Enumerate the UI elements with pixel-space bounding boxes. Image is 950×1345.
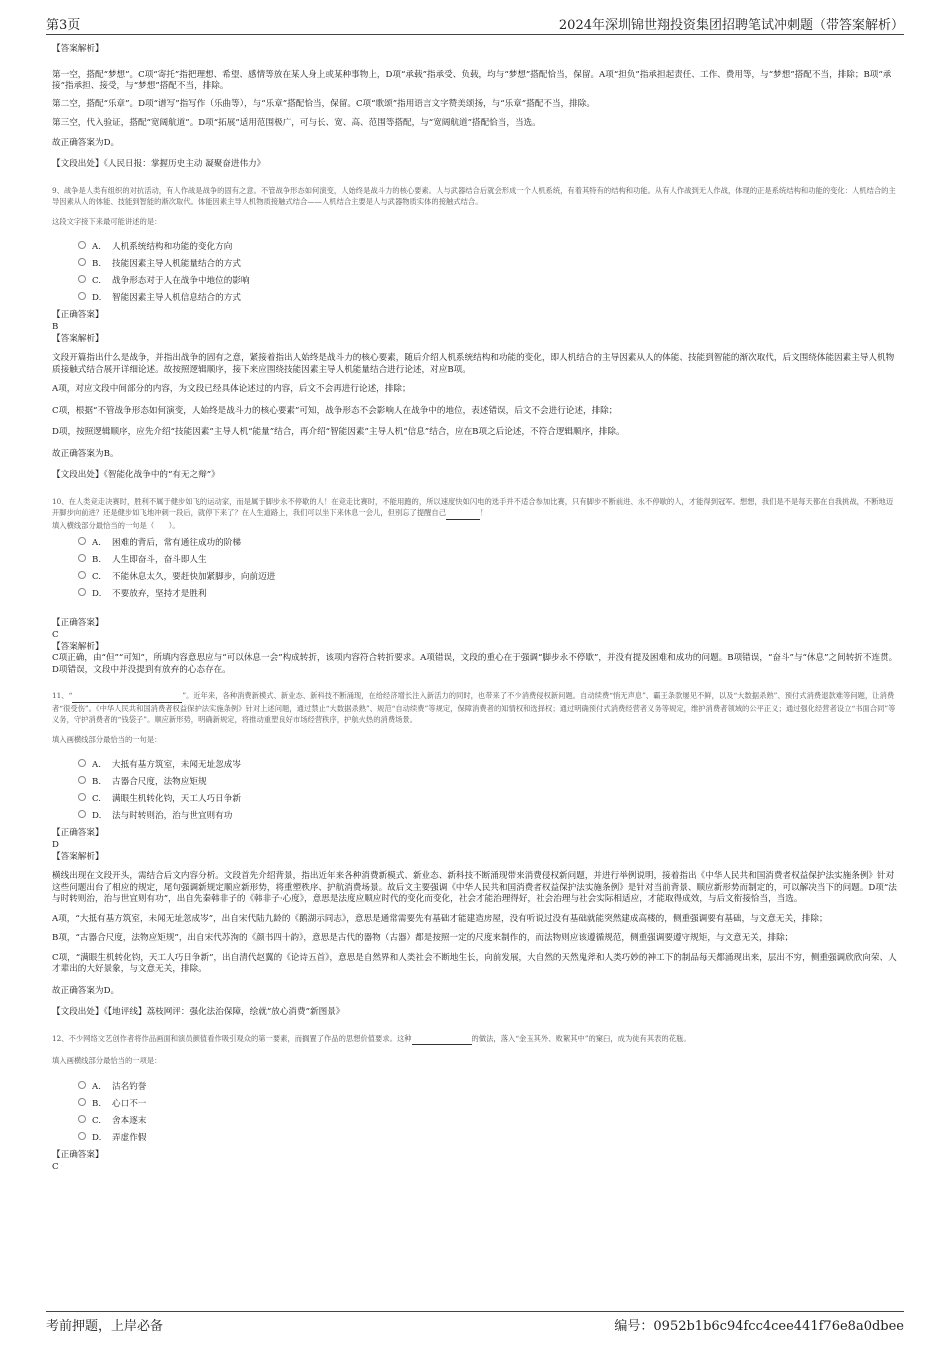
analysis-paragraph: 横线出现在文段开头，需结合后文内容分析。文段首先介绍背景，指出近年来各种消费新模式、新业态、新科技不断涌现带来消费侵权新问题，并进行举例说明，接着指出《中华人民共和国消费者权益保护法实施条例》针对这些问题出台了相应的规定，尾句强调新规定顺应新形势，将重塑秩序、护航消费场景。故后文主要强调《中华人民共和国消费者权益保护法实施条例》是针对当前背景、顺应新形势而制定的，可以解决当下的问题。D项“法与时转则治，治与世宜则有功”，出自先秦韩非子的《韩非子·心度》，意思是法度应顺应时代的变化而变化，社会才能治理得好，社会治理与社会实际相适应，才能取得成效，与后文衔接恰当，当选。 xyxy=(52,871,897,904)
page-footer xyxy=(46,1311,904,1334)
analysis-conclusion: 故正确答案为D。 xyxy=(52,137,120,148)
option-c[interactable]: C. 不能休息太久，要赶快加紧脚步，向前迈进 xyxy=(78,569,898,586)
radio-icon[interactable] xyxy=(78,759,86,767)
analysis-conclusion: 故正确答案为B。 xyxy=(52,448,119,459)
question-stem: 9、战争是人类有组织的对抗活动，有人作战是战争的固有之意。不管战争形态如何演变，人始终是战斗力的核心要素。人与武器结合后就会形成一个人机系统，有着其特有的结构和功能。从有人作战到无人作战，体现的正是系统结构和功能的变化：人机结合的主导因素从人的体能、技能到智能的渐次取代。体能因素主导人机物质接触式结合——人机结合主要是人与武器物质实体的接触式结合。 xyxy=(52,185,896,206)
analysis-paragraph: 第一空，搭配“梦想”。C项“寄托”指把理想、希望、感情等放在某人身上或某种事物上，D项“承载”指承受、负载，均与“梦想”搭配恰当，保留。A项“担负”指承担起责任、工作、费用等，与“梦想”搭配不当，排除；B项“承接”指承担、接受，与“梦想”搭配不当，排除。 xyxy=(52,69,892,91)
option-a[interactable]: A. 大抵有基方筑室，未闻无址忽成岑 xyxy=(78,757,898,774)
fill-blank xyxy=(446,507,480,520)
source-citation: 【文段出处】《智能化战争中的“有无之辩”》 xyxy=(52,470,220,480)
option-b[interactable]: B. 古器合尺度，法物应矩规 xyxy=(78,774,898,791)
option-c[interactable]: C. 满眼生机转化钧，天工人巧日争新 xyxy=(78,791,898,808)
analysis-paragraph: B项，“古器合尺度，法物应矩规”，出自宋代苏洵的《颜书四十韵》，意思是古代的器物（古器）都是按照一定的尺度来制作的，而法物则应该遵循规范，侧重强调要遵守规矩，与文意无关，排除； xyxy=(52,933,794,943)
option-b[interactable]: B. 技能因素主导人机能量结合的方式 xyxy=(78,256,898,273)
radio-icon[interactable] xyxy=(78,275,86,283)
analysis-paragraph: A项，“大抵有基方筑室，未闻无址忽成岑”，出自宋代陆九龄的《鹅湖示同志》，意思是通常需要先有基础才能建造房屋，没有听说过没有基础就能突然建成高楼的，侧重强调要有基础，与文意无关，排除； xyxy=(52,913,828,924)
answer-label: 【正确答案】 xyxy=(52,828,104,838)
option-a[interactable]: A. 沽名钓誉 xyxy=(78,1079,898,1096)
radio-icon[interactable] xyxy=(78,1098,86,1106)
answer-label: 【正确答案】 xyxy=(52,310,104,320)
answer-label: 【正确答案】 xyxy=(52,1149,104,1160)
radio-icon[interactable] xyxy=(78,537,86,545)
radio-icon[interactable] xyxy=(78,810,86,818)
option-c[interactable]: C. 战争形态对于人在战争中地位的影响 xyxy=(78,273,898,290)
analysis-paragraph: 第二空，搭配“乐章”。D项“谱写”指写作（乐曲等），与“乐章”搭配恰当，保留。C项“歌颂”指用语言文字赞美颂扬，与“乐章”搭配不当，排除。 xyxy=(52,98,595,109)
options-list xyxy=(78,535,898,603)
page-number: 第3页 xyxy=(46,18,81,33)
option-d[interactable]: D. 弄虚作假 xyxy=(78,1130,898,1147)
analysis-paragraph: C项正确，由“但”“可知”，所填内容意思应与“可以休息一会”构成转折，该项内容符合转折要求。A项错误，文段的重心在于强调“脚步永不停歇”，并没有提及困难和成功的问题。B项错误，“奋斗”与“休息”之间转折不连贯。D项错误，文段中并没提到有放弃的心态存在。 xyxy=(52,653,898,675)
analysis-paragraph: C项，“满眼生机转化钧，天工人巧日争新”，出自清代赵翼的《论诗五首》，意思是自然界和人类社会不断地生长，向前发展，大自然的天然鬼斧和人类巧妙的神工下的制品每天都涌现出来，层出不穷，侧重强调欣欣向荣、人才辈出的大好景象，与文意无关，排除。 xyxy=(52,952,897,974)
option-a[interactable]: A. 困难的背后，常有通往成功的阶梯 xyxy=(78,535,898,552)
option-c[interactable]: C. 舍本逐末 xyxy=(78,1113,898,1130)
source-citation: 【文段出处】《【地评线】荔枝网评：强化法治保障，绘就“放心消费”新图景》 xyxy=(52,1007,345,1017)
analysis-paragraph: D项，按照逻辑顺序，应先介绍“技能因素”主导人机“能量”结合，再介绍“智能因素”主导人机“信息”结合，应在B项之后论述，不符合逻辑顺序，排除。 xyxy=(52,427,625,437)
radio-icon[interactable] xyxy=(78,571,86,579)
radio-icon[interactable] xyxy=(78,554,86,562)
document-id: 编号：0952b1b6c94fcc4cee441f76e8a0dbee xyxy=(614,1319,904,1334)
analysis-paragraph: 文段开篇指出什么是战争，并指出战争的固有之意，紧接着指出人始终是战斗力的核心要素，随后介绍人机系统结构和功能的变化，即人机结合的主导因素从人的体能、技能到智能的渐次取代，后文围绕体能因素主导人机物质接触式结合展开详细论述。故按照逻辑顺序，接下来应围绕技能因素主导人机能量结合进行论述，对应B项。 xyxy=(52,353,895,375)
answer-value: D xyxy=(52,840,59,850)
question-prompt: 这段文字接下来最可能讲述的是： xyxy=(52,216,162,226)
radio-icon[interactable] xyxy=(78,241,86,249)
answer-value: C xyxy=(52,1161,59,1172)
analysis-paragraph: A项，对应文段中间部分的内容，为文段已经具体论述过的内容，后文不会再进行论述，排除； xyxy=(52,384,411,394)
option-d[interactable]: D. 法与时转则治，治与世宜则有功 xyxy=(78,808,898,825)
radio-icon[interactable] xyxy=(78,793,86,801)
fill-blank xyxy=(72,690,182,703)
analysis-paragraph: C项，根据“不管战争形态如何演变，人始终是战斗力的核心要素”可知，战争形态不会影响人在战争中的地位，表述错误，后文不会进行论述，排除； xyxy=(52,405,618,416)
radio-icon[interactable] xyxy=(78,1132,86,1140)
radio-icon[interactable] xyxy=(78,588,86,596)
option-a[interactable]: A. 人机系统结构和功能的变化方向 xyxy=(78,239,898,256)
answer-label: 【正确答案】 xyxy=(52,618,104,628)
options-list xyxy=(78,757,898,825)
radio-icon[interactable] xyxy=(78,258,86,266)
option-d[interactable]: D. 智能因素主导人机信息结合的方式 xyxy=(78,290,898,307)
analysis-paragraph: 第三空，代入验证，搭配“宽阔航道”。D项“拓展”适用范围极广，可与长、宽、高、范围等搭配，与“宽阔航道”搭配恰当，当选。 xyxy=(52,118,541,128)
option-b[interactable]: B. 人生即奋斗，奋斗即人生 xyxy=(78,552,898,569)
option-d[interactable]: D. 不要放弃，坚持才是胜利 xyxy=(78,586,898,603)
source-citation: 【文段出处】《人民日报：掌握历史主动 凝聚奋进伟力》 xyxy=(52,159,266,169)
fill-blank xyxy=(412,1033,472,1046)
radio-icon[interactable] xyxy=(78,776,86,784)
footer-slogan: 考前押题，上岸必备 xyxy=(46,1319,164,1334)
radio-icon[interactable] xyxy=(78,292,86,300)
analysis-label: 【答案解析】 xyxy=(52,334,104,344)
page-header xyxy=(46,14,904,35)
question-stem: 12、不少网络文艺创作者将作品画面和演员颜值看作吸引观众的第一要素，而搁置了作品的思想价值要求。这种 的做法，落入“金玉其外、败絮其中”的窠臼，成为徒有其表的花瓶。 xyxy=(52,1033,898,1046)
analysis-label: 【答案解析】 xyxy=(52,44,104,54)
options-list xyxy=(78,239,898,307)
question-prompt: 填入横线部分最恰当的一句是（ ）。 xyxy=(52,520,180,530)
answer-value: B xyxy=(52,322,59,332)
analysis-conclusion: 故正确答案为D。 xyxy=(52,985,120,996)
analysis-label: 【答案解析】 xyxy=(52,852,104,862)
answer-value: C xyxy=(52,630,59,640)
document-title: 2024年深圳锦世翔投资集团招聘笔试冲刺题（带答案解析） xyxy=(558,18,904,33)
radio-icon[interactable] xyxy=(78,1115,86,1123)
radio-icon[interactable] xyxy=(78,1081,86,1089)
analysis-label: 【答案解析】 xyxy=(52,642,104,652)
option-b[interactable]: B. 心口不一 xyxy=(78,1096,898,1113)
question-prompt: 填入画横线部分最恰当的一句是： xyxy=(52,734,162,744)
question-stem: 10、在人类竞走决赛时，胜利不属于健步如飞的运动家，而是属于脚步永不停歇的人！在竞走比赛时，不能用跑的，所以速度快如闪电的选手并不适合参加比赛，只有脚步不断前进、永不停歇的人，才能得到冠军。想想，我们是不是每天都在自我挑战，不断地迈开脚步向前进？还是健步如飞地冲刺一段后，就停下来了？在人生道路上，我们可以坐下来休息一会儿，但别忘了提醒自己 ！ xyxy=(52,496,898,520)
options-list xyxy=(78,1079,898,1147)
question-stem: 11、“ ”。近年来，各种消费新模式、新业态、新科技不断涌现，在给经济增长注入新活力的同时，也带来了不少消费侵权新问题。自动续费“悄无声息”、霸王条款屡见不鲜，以及“大数据杀熟”、预付式消费退款难等问题，让消费者“很受伤”。《中华人民共和国消费者权益保护法实施条例》针对上述问题，通过禁止“大数据杀熟”、规范“自动续费”等规定，保障消费者的知情权和选择权；通过明确预付式消费经营者义务等规定，维护消费者领域的公平正义；通过强化经营者设立“书面合同”等义务，守护消费者的“钱袋子”。顺应新形势，明确新规定，将推动重塑良好市场经营秩序，护航火热的消费场景。 xyxy=(52,691,896,724)
page-content xyxy=(52,40,898,1173)
question-prompt: 填入画横线部分最恰当的一项是： xyxy=(52,1056,162,1065)
